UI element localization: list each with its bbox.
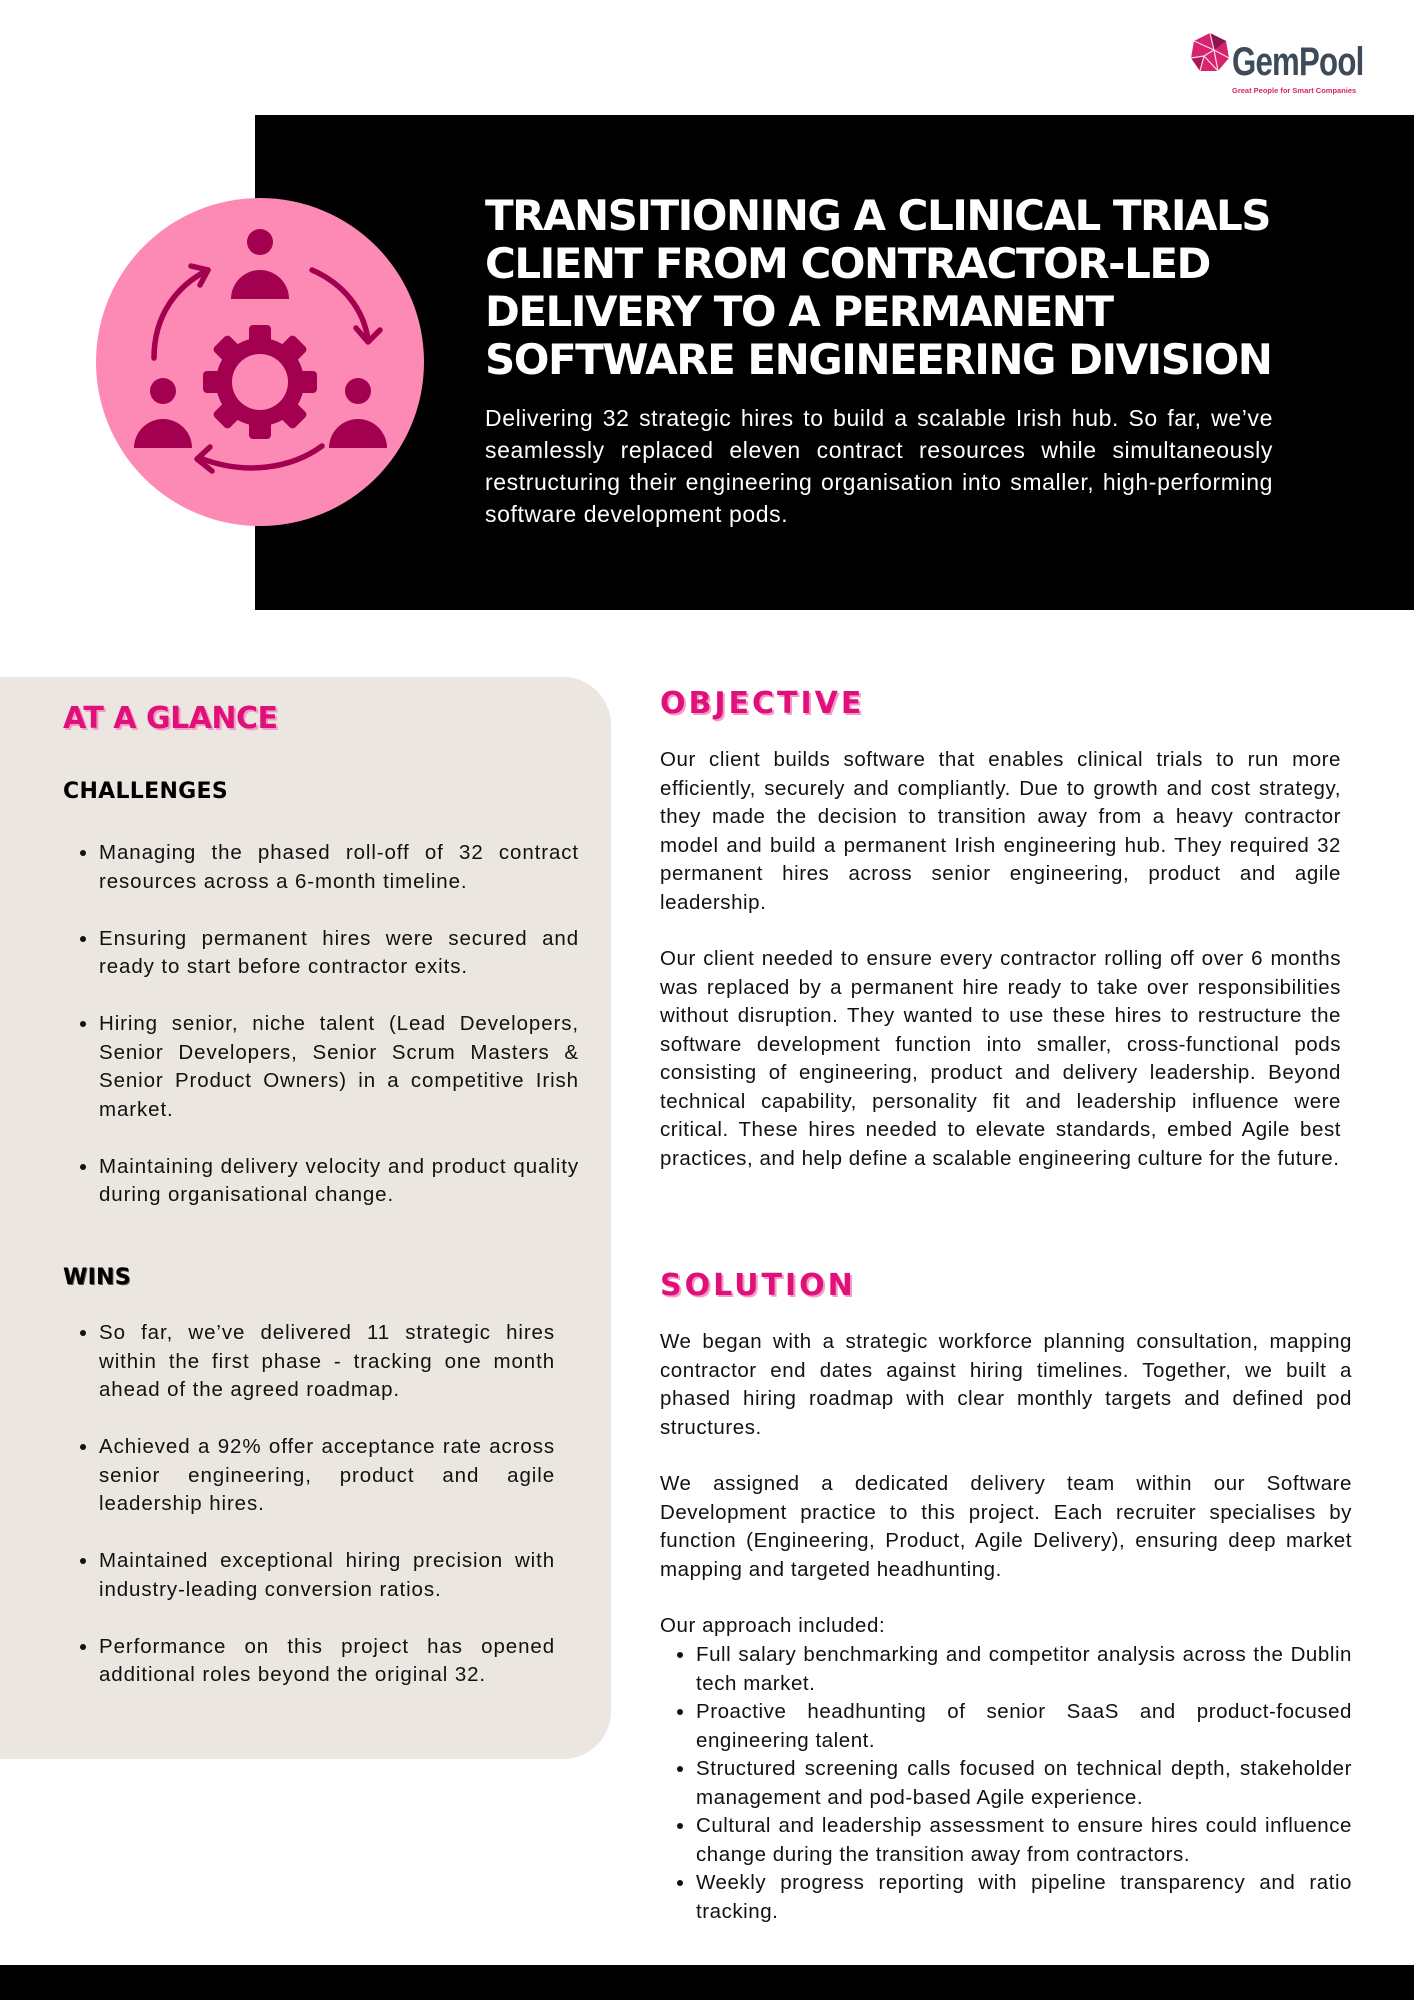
challenges-heading: CHALLENGES: [63, 779, 228, 804]
objective-paragraph-1: Our client builds software that enables clinical trials to run more efficiently, securely and compliantly. Due to growth and cost strategy, they made the decision to transition away from a heavy contractor model and build a permanent Irish engineering hub. They required 32 permanent hires across senior engineering, product and agile leadership.: [660, 748, 1341, 914]
solution-heading: SOLUTION: [660, 1268, 856, 1303]
approach-item: • Full salary benchmarking and competitor analysis across the Dublin tech market.: [696, 1641, 1352, 1698]
hero-title: TRANSITIONING A CLINICAL TRIALS CLIENT FROM CONTRACTOR-LED DELIVERY TO A PERMANENT SOFTWARE ENGINEERING DIVISION: [485, 191, 1272, 384]
approach-list: [660, 1641, 1352, 1926]
hero-icon-circle: [96, 198, 424, 526]
approach-item: • Weekly progress reporting with pipeline transparency and ratio tracking.: [696, 1869, 1352, 1926]
approach-item: • Cultural and leadership assessment to ensure hires could influence change during the transition away from contractors.: [696, 1812, 1352, 1869]
challenges-list: [63, 839, 579, 1238]
hero-subtitle: Delivering 32 strategic hires to build a scalable Irish hub. So far, we’ve seamlessly replaced eleven contract resources while simultaneously restructuring their engineering organisation into smaller, high-performing software development pods.: [485, 405, 1273, 527]
challenge-item: • Maintaining delivery velocity and product quality during organisational change.: [99, 1153, 579, 1210]
solution-paragraph-2: We assigned a dedicated delivery team within our Software Development practice to this project. Each recruiter specialises by function (Engineering, Product, Agile Delivery), ensuring deep market mapping and targeted headhunting.: [660, 1472, 1352, 1581]
objective-paragraph-2: Our client needed to ensure every contractor rolling off over 6 months was replaced by a permanent hire ready to take over responsibilities without disruption. They wanted to use these hires to restructure the software development function into smaller, cross-functional pods consisting of engineering, product and delivery leadership. Beyond technical capability, personality fit and leadership influence were critical. These hires needed to elevate standards, embed Agile best practices, and help define a scalable engineering culture for the future.: [660, 947, 1341, 1170]
win-item: • Achieved a 92% offer acceptance rate across senior engineering, product and agile leadership hires.: [99, 1433, 555, 1519]
wins-heading: WINS: [63, 1265, 131, 1290]
gem-icon: [1190, 32, 1230, 74]
win-item: • Maintained exceptional hiring precision with industry-leading conversion ratios.: [99, 1547, 555, 1604]
at-a-glance-heading: AT A GLANCE: [63, 701, 278, 736]
challenge-item: • Hiring senior, niche talent (Lead Developers, Senior Developers, Senior Scrum Masters & Senior Product Owners) in a competitive Irish market.: [99, 1010, 579, 1124]
objective-heading: OBJECTIVE: [660, 686, 865, 721]
logo-tagline: Great People for Smart Companies: [1232, 86, 1357, 95]
logo-wordmark: GemPool: [1232, 40, 1364, 84]
approach-intro: Our approach included:: [660, 1614, 886, 1637]
wins-list: [63, 1319, 555, 1718]
at-a-glance-panel: [0, 677, 611, 1759]
win-item: • So far, we’ve delivered 11 strategic hires within the first phase - tracking one month ahead of the agreed roadmap.: [99, 1319, 555, 1405]
team-collaboration-gear-icon: [96, 198, 424, 526]
win-item: • Performance on this project has opened additional roles beyond the original 32.: [99, 1633, 555, 1690]
challenge-item: • Ensuring permanent hires were secured and ready to start before contractor exits.: [99, 925, 579, 982]
challenge-item: • Managing the phased roll-off of 32 contract resources across a 6-month timeline.: [99, 839, 579, 896]
solution-paragraph-1: We began with a strategic workforce planning consultation, mapping contractor end dates against hiring timelines. Together, we built a phased hiring roadmap with clear monthly targets and defined pod structures.: [660, 1330, 1352, 1439]
footer-bar: [0, 1965, 1414, 2000]
gempool-logo: [1190, 30, 1364, 100]
approach-item: • Structured screening calls focused on technical depth, stakeholder management and pod-based Agile experience.: [696, 1755, 1352, 1812]
approach-item: • Proactive headhunting of senior SaaS and product-focused engineering talent.: [696, 1698, 1352, 1755]
